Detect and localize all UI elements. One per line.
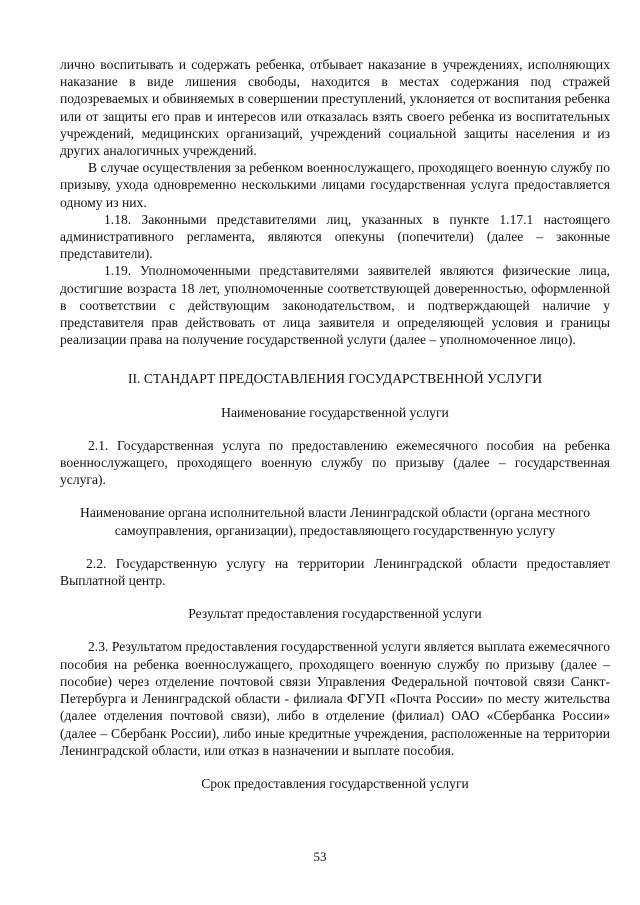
heading-service-term: Срок предоставления государственной услуги	[201, 775, 469, 791]
paragraph-2-2: 2.2. Государственную услугу на территории Ленинградской области предоставляет Выплатной центр.	[60, 555, 610, 589]
paragraph-intro-continuation: лично воспитывать и содержать ребенка, отбывает наказание в учреждениях, исполняющих наказание в виде лишения свободы, находится в местах содержания под стражей подозреваемых и обвиняемых в совершении преступлений, уклоняется от воспитания ребенка или от защиты его прав и интересов или отказалась взять своего ребенка из воспитательных учреждений, медицинских организаций, учреждений социальной защиты населения и из других аналогичных учреждений.	[60, 57, 610, 159]
page-body	[60, 56, 610, 792]
paragraph-2-3: 2.3. Результатом предоставления государственной услуги является выплата ежемесячного пособия на ребенка военнослужащего, проходящего военную службу по призыву (далее – пособие) через отделение почтовой связи Управления Федеральной почтовой связи Санкт-Петербурга и Ленинградской области - филиала ФГУП «Почта России» по месту жительства (далее отделения почтовой связи), либо в отделение (филиал) ОАО «Сбербанка России» (далее – Сбербанк России), либо иные кредитные учреждения, расположенные на территории Ленинградской области, или отказ в назначении и выплате пособия.	[60, 639, 610, 758]
heading-providing-authority: Наименование органа исполнительной власти Ленинградской области (органа местного самоуправления, организации), предоставляющего государственную услугу	[80, 505, 590, 538]
paragraph-2-1: 2.1. Государственная услуга по предоставлению ежемесячного пособия на ребенка военнослужащего, проходящего военную службу по призыву (далее – государственная услуга).	[60, 437, 610, 488]
section-title: II. СТАНДАРТ ПРЕДОСТАВЛЕНИЯ ГОСУДАРСТВЕННОЙ УСЛУГИ	[127, 371, 543, 387]
paragraph-1-19: 1.19. Уполномоченными представителями заявителей являются физические лица, достигшие возраста 18 лет, уполномоченные соответствующей доверенностью, оформленной в соответствии с действующим законодательством, и подтверждающей наличие у представителя прав действовать от лица заявителя и определяющей условия и границы реализации права на получение государственной услуги (далее – уполномоченное лицо).	[60, 263, 610, 348]
page-number: 53	[313, 849, 327, 864]
heading-service-result: Результат предоставления государственной услуги	[188, 606, 482, 622]
paragraph-multiple-caregivers: В случае осуществления за ребенком военнослужащего, проходящего военную службу по призыву, ухода одновременно несколькими лицами государственная услуга предоставляется одному из них.	[60, 160, 610, 210]
paragraph-1-18: 1.18. Законными представителями лиц, указанных в пункте 1.17.1 настоящего административного регламента, являются опекуны (попечители) (далее – законные представители).	[60, 211, 610, 262]
heading-service-name: Наименование государственной услуги	[221, 404, 449, 420]
